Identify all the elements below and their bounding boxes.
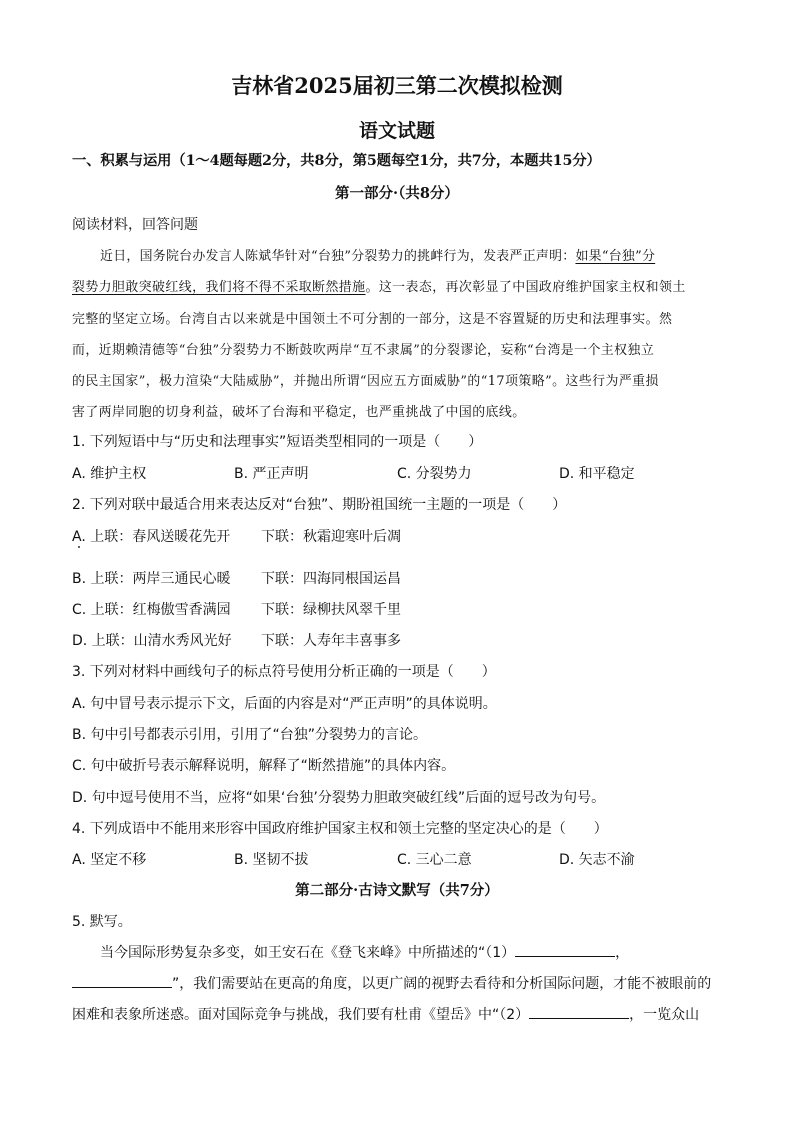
couplet-upper: B. 上联：两岸三通民心暖 bbox=[72, 571, 231, 587]
answer-blank-2[interactable] bbox=[72, 973, 172, 988]
question-4-stem: 4. 下列成语中不能用来形容中国政府维护国家主权和领土完整的坚定决心的是（ ） bbox=[72, 821, 608, 837]
q5-line-2: ”，我们需要站在更高的角度，以更广阔的视野去看待和分析国际问题，才能不被眼前的 bbox=[72, 973, 711, 993]
q3-option-d[interactable]: D. 句中逗号使用不当，应将“如果‘台独’分裂势力胆敢突破红线”后面的逗号改为句号。 bbox=[72, 790, 606, 806]
q1-option-b[interactable]: B. 严正声明 bbox=[234, 466, 309, 482]
passage-line: 而，近期赖清德等“台独”分裂势力不断鼓吹两岸“互不隶属”的分裂谬论，妄称“台湾是一个主权独立 bbox=[72, 343, 655, 358]
exam-title: 吉林省2025届初三第二次模拟检测 bbox=[231, 73, 563, 98]
question-3-stem: 3. 下列对材料中画线句子的标点符号使用分析正确的一项是（ ） bbox=[72, 664, 496, 680]
underlined-sentence: 裂势力胆敢突破红线，我们将不得不采取断然措施 bbox=[72, 280, 366, 295]
question-1-stem: 1. 下列短语中与“历史和法理事实”短语类型相同的一项是（ ） bbox=[72, 434, 483, 450]
exam-subtitle: 语文试题 bbox=[358, 120, 435, 142]
section-one-heading: 一、积累与运用（1～4题每题2分，共8分，第5题每空1分，共7分，本题共15分） bbox=[72, 153, 601, 169]
q3-option-b[interactable]: B. 句中引号都表示引用，引用了“台独”分裂势力的言论。 bbox=[72, 727, 428, 743]
stray-dot bbox=[78, 546, 80, 548]
underlined-sentence: 如果“台独”分 bbox=[575, 249, 656, 264]
q3-option-c[interactable]: C. 句中破折号表示解释说明，解释了“断然措施”的具体内容。 bbox=[72, 758, 456, 774]
passage-line: 的民主国家”，极力渲染“大陆威胁”，并抛出所谓“因应五方面威胁”的“17项策略”。这些行为严重损 bbox=[72, 374, 659, 389]
passage-line: 害了两岸同胞的切身利益，破坏了台海和平稳定，也严重挑战了中国的底线。 bbox=[72, 405, 526, 420]
couplet-lower: 下联：四海同根国运昌 bbox=[261, 571, 401, 587]
passage-line: 完整的坚定立场。台湾自古以来就是中国领土不可分割的一部分，这是不容置疑的历史和法理事实。然 bbox=[72, 312, 673, 327]
q4-option-b[interactable]: B. 坚韧不拔 bbox=[234, 852, 309, 868]
q5-line-1: 当今国际形势复杂多变，如王安石在《登飞来峰》中所描述的“（1） ， bbox=[100, 942, 629, 962]
q4-option-c[interactable]: C. 三心二意 bbox=[397, 852, 472, 868]
passage-line: 近日，国务院台办发言人陈斌华针对“台独”分裂势力的挑衅行为，发表严正声明：如果“台独”分 bbox=[100, 249, 656, 264]
q1-option-a[interactable]: A. 维护主权 bbox=[72, 466, 147, 482]
passage-line: 裂势力胆敢突破红线，我们将不得不采取断然措施。这一表态，再次彰显了中国政府维护国家主权和领土 bbox=[72, 280, 686, 295]
q4-option-a[interactable]: A. 坚定不移 bbox=[72, 852, 147, 868]
couplet-lower: 下联：秋霜迎寒叶后凋 bbox=[261, 529, 401, 545]
q5-line-3: 困难和表象所迷惑。面对国际竞争与挑战，我们要有杜甫《望岳》中“（2） ，一览众山 bbox=[72, 1004, 699, 1024]
couplet-upper: C. 上联：红梅傲雪香满园 bbox=[72, 602, 231, 618]
couplet-lower: 下联：人寿年丰喜事多 bbox=[261, 633, 401, 649]
q4-option-d[interactable]: D. 矢志不渝 bbox=[559, 852, 635, 868]
q3-option-a[interactable]: A. 句中冒号表示提示下文，后面的内容是对“严正声明”的具体说明。 bbox=[72, 696, 497, 712]
part-one-heading: 第一部分·（共8分） bbox=[335, 185, 459, 202]
couplet-lower: 下联：绿柳扶风翠千里 bbox=[261, 602, 401, 618]
q1-option-d[interactable]: D. 和平稳定 bbox=[559, 466, 635, 482]
q1-option-c[interactable]: C. 分裂势力 bbox=[397, 466, 472, 482]
question-2-stem: 2. 下列对联中最适合用来表达反对“台独”、期盼祖国统一主题的一项是（ ） bbox=[72, 497, 567, 513]
part-two-heading: 第二部分·古诗文默写（共7分） bbox=[295, 882, 499, 899]
reading-instruction: 阅读材料，回答问题 bbox=[72, 217, 198, 233]
couplet-upper: D. 上联：山清水秀风光好 bbox=[72, 633, 232, 649]
question-5-stem: 5. 默写。 bbox=[72, 914, 132, 930]
answer-blank-3[interactable] bbox=[529, 1004, 629, 1019]
answer-blank-1[interactable] bbox=[515, 942, 615, 957]
couplet-upper: A. 上联：春风送暖花先开 bbox=[72, 529, 231, 545]
